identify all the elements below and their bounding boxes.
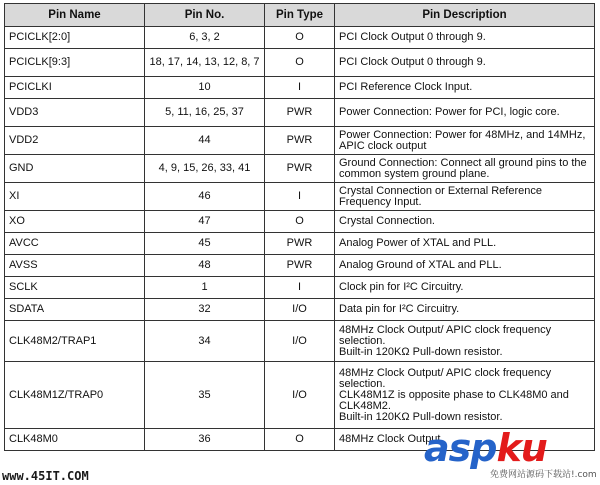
pin-type-cell: I (265, 183, 335, 211)
pin-description-line: PCI Clock Output 0 through 9. (339, 56, 486, 68)
pin-type-cell: PWR (265, 127, 335, 155)
pin-table-body (5, 27, 595, 451)
pin-no-cell: 5, 11, 16, 25, 37 (145, 99, 265, 127)
pin-name-cell: PCICLK[2:0] (5, 27, 145, 49)
pin-description-line: Crystal Connection. (339, 215, 435, 227)
pin-name-cell: XO (5, 211, 145, 233)
pin-type-cell: PWR (265, 255, 335, 277)
pin-type-cell: O (265, 429, 335, 451)
pin-description-line: 48MHz Clock Output. (339, 433, 444, 445)
pin-description-line: Ground Connection: Connect all ground pins to the common system ground plane. (339, 156, 587, 180)
watermark-aspku-subtitle: 免费网站源码下载站!.com (490, 470, 597, 480)
pin-no-cell: 34 (145, 321, 265, 362)
pin-table-container (4, 3, 595, 451)
watermark-45it: www.45IT.COM (2, 469, 89, 483)
table-row (5, 183, 595, 211)
pin-no-cell: 1 (145, 277, 265, 299)
pin-description-line: 48MHz Clock Output/ APIC clock frequency selection. (339, 366, 552, 390)
pin-no-cell: 48 (145, 255, 265, 277)
pin-name-cell: VDD3 (5, 99, 145, 127)
pin-description-cell (335, 255, 595, 277)
pin-no-cell: 36 (145, 429, 265, 451)
pin-type-cell: PWR (265, 233, 335, 255)
pin-description-cell (335, 233, 595, 255)
header-pin-no: Pin No. (145, 4, 265, 27)
table-row (5, 255, 595, 277)
pin-description-line: Built-in 120KΩ Pull-down resistor. (339, 345, 503, 358)
pin-table (4, 3, 595, 451)
table-row (5, 362, 595, 429)
pin-description-line: Power Connection: Power for PCI, logic core. (339, 106, 560, 118)
header-pin-description: Pin Description (335, 4, 595, 27)
pin-description-line: Power Connection: Power for 48MHz, and 14MHz, APIC clock output (339, 128, 586, 152)
table-row (5, 233, 595, 255)
pin-description-line: PCI Clock Output 0 through 9. (339, 31, 486, 43)
pin-name-cell: SDATA (5, 299, 145, 321)
header-pin-name: Pin Name (5, 4, 145, 27)
pin-description-line: Data pin for I²C Circuitry. (339, 303, 460, 315)
pin-description-cell (335, 77, 595, 99)
pin-description-line: PCI Reference Clock Input. (339, 81, 473, 93)
pin-name-cell: AVCC (5, 233, 145, 255)
pin-type-cell: I/O (265, 299, 335, 321)
pin-type-cell: I/O (265, 362, 335, 429)
table-row (5, 49, 595, 77)
table-row (5, 99, 595, 127)
pin-description-line: Crystal Connection or External Reference Frequency Input. (339, 184, 542, 208)
pin-description-cell (335, 277, 595, 299)
pin-no-cell: 46 (145, 183, 265, 211)
pin-name-cell: GND (5, 155, 145, 183)
pin-no-cell: 35 (145, 362, 265, 429)
pin-description-cell (335, 155, 595, 183)
table-row (5, 127, 595, 155)
pin-description-cell (335, 27, 595, 49)
pin-type-cell: PWR (265, 155, 335, 183)
pin-description-cell (335, 211, 595, 233)
pin-description-cell (335, 127, 595, 155)
pin-type-cell: O (265, 49, 335, 77)
table-row (5, 429, 595, 451)
watermark-aspku-logo: aspku (424, 426, 547, 470)
pin-description-line: Built-in 120KΩ Pull-down resistor. (339, 410, 503, 423)
table-row (5, 321, 595, 362)
pin-no-cell: 4, 9, 15, 26, 33, 41 (145, 155, 265, 183)
pin-name-cell: CLK48M2/TRAP1 (5, 321, 145, 362)
pin-description-cell (335, 299, 595, 321)
pin-description-cell (335, 183, 595, 211)
pin-type-cell: I (265, 277, 335, 299)
pin-description-line: 48MHz Clock Output/ APIC clock frequency selection. (339, 323, 552, 347)
pin-type-cell: I (265, 77, 335, 99)
pin-description-cell (335, 321, 595, 362)
pin-no-cell: 10 (145, 77, 265, 99)
pin-description-line: Analog Power of XTAL and PLL. (339, 237, 497, 249)
pin-no-cell: 47 (145, 211, 265, 233)
pin-description-line: Clock pin for I²C Circuitry. (339, 281, 464, 293)
pin-no-cell: 18, 17, 14, 13, 12, 8, 7 (145, 49, 265, 77)
table-header-row (5, 4, 595, 27)
pin-no-cell: 44 (145, 127, 265, 155)
pin-description-cell (335, 99, 595, 127)
table-row (5, 277, 595, 299)
pin-type-cell: O (265, 211, 335, 233)
pin-name-cell: CLK48M1Z/TRAP0 (5, 362, 145, 429)
pin-no-cell: 32 (145, 299, 265, 321)
pin-description-cell (335, 429, 595, 451)
pin-no-cell: 45 (145, 233, 265, 255)
table-row (5, 211, 595, 233)
table-row (5, 27, 595, 49)
pin-no-cell: 6, 3, 2 (145, 27, 265, 49)
pin-type-cell: I/O (265, 321, 335, 362)
pin-name-cell: PCICLK[9:3] (5, 49, 145, 77)
table-row (5, 77, 595, 99)
pin-name-cell: XI (5, 183, 145, 211)
pin-description-line: CLK48M1Z is opposite phase to CLK48M0 and CLK48M2. (339, 388, 569, 412)
pin-description-cell (335, 49, 595, 77)
pin-name-cell: CLK48M0 (5, 429, 145, 451)
pin-type-cell: PWR (265, 99, 335, 127)
pin-type-cell: O (265, 27, 335, 49)
pin-name-cell: SCLK (5, 277, 145, 299)
pin-description-line: Analog Ground of XTAL and PLL. (339, 259, 502, 271)
pin-description-cell (335, 362, 595, 429)
table-row (5, 299, 595, 321)
pin-name-cell: AVSS (5, 255, 145, 277)
pin-name-cell: PCICLKI (5, 77, 145, 99)
pin-name-cell: VDD2 (5, 127, 145, 155)
table-row (5, 155, 595, 183)
header-pin-type: Pin Type (265, 4, 335, 27)
